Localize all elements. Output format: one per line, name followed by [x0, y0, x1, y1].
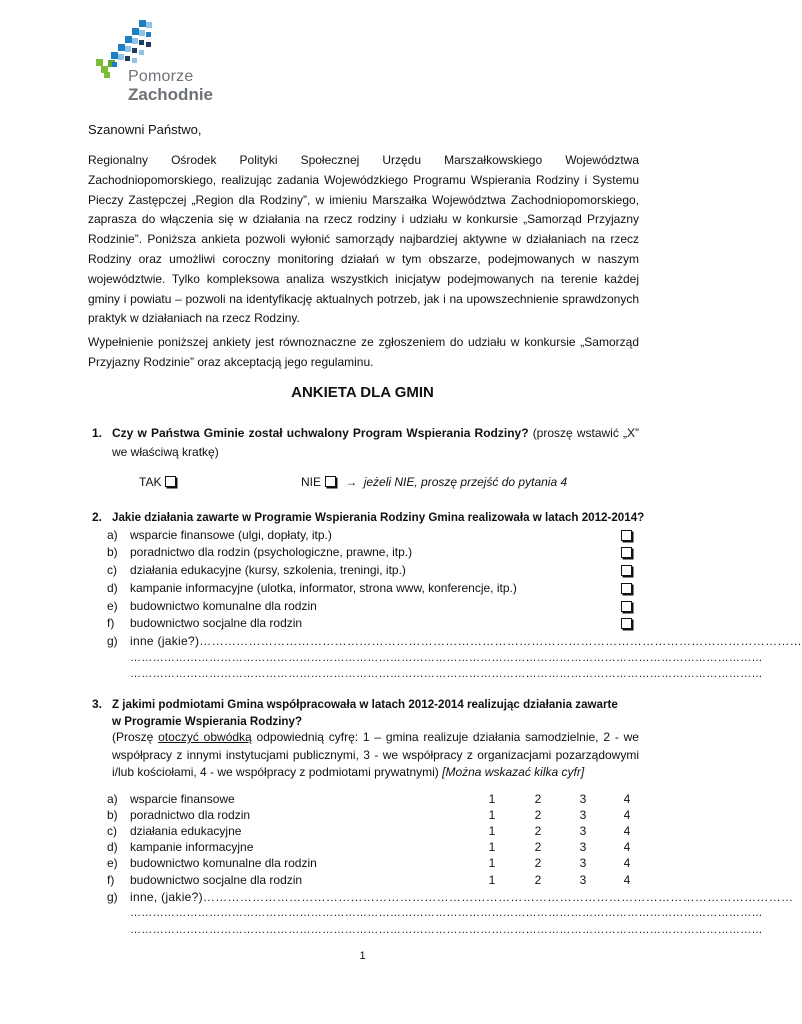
question-1-bold: Czy w Państwa Gminie został uchwalony Program Wspierania Rodziny?	[112, 426, 529, 440]
survey-title: ANKIETA DLA GMIN	[291, 384, 434, 401]
q3-scale-3[interactable]: 3	[579, 856, 587, 870]
q3-scale-3[interactable]: 3	[579, 792, 587, 806]
answer-yes-label: TAK	[139, 475, 162, 489]
q3-option-label: działania edukacyjne	[130, 824, 242, 838]
q2-option-label: działania edukacyjne (kursy, szkolenia, treningi, itp.)	[130, 563, 406, 577]
logo-text-zachodnie: Zachodnie	[128, 85, 214, 104]
question-1-text	[112, 424, 639, 462]
question-1-instruction: (proszę wstawić „X” we właściwą kratkę)	[112, 426, 639, 459]
question-3-instruction	[112, 729, 639, 782]
logo-text-pomorze: Pomorze	[128, 68, 194, 85]
q3-scale-3[interactable]: 3	[579, 840, 587, 854]
q2-option-label: budownictwo komunalne dla rodzin	[130, 599, 317, 613]
q3-instruction-underline: otoczyć obwódką	[158, 730, 252, 744]
q2-other-line-1[interactable]: ……………………………………………………………………………………………………………………………………………………	[130, 652, 763, 664]
pomorze-zachodnie-logo	[88, 14, 228, 106]
q2-option-letter: f)	[107, 616, 115, 630]
q2-option-label: wsparcie finansowe (ulgi, dopłaty, itp.)	[130, 528, 332, 542]
q3-scale-1[interactable]: 1	[488, 840, 496, 854]
answer-no-label: NIE	[301, 475, 322, 489]
q3-option-label: poradnictwo dla rodzin	[130, 808, 251, 822]
q3-scale-4[interactable]: 4	[623, 792, 631, 806]
q2-option-e[interactable]	[107, 597, 637, 615]
q2-option-a[interactable]	[107, 526, 637, 544]
q3-option-letter: a)	[107, 792, 118, 806]
q3-instruction-pre: (Proszę	[112, 730, 159, 744]
intro-paragraph: Regionalny Ośrodek Polityki Społecznej Urzędu Marszałkowskiego Województwa Zachodniopomorskiego, realizując zadania Wojewódzkiego Programu Wspierania Rodziny i Systemu Pieczy Zastępczej „Region dla Rodziny”, w imieniu Marszałka Województwa Zachodniopomorskiego, zaprasza do włączenia się w działania na rzecz rodziny i udziału w konkursie „Samorząd Przyjazny Rodzinie”. Poniższa ankieta pozwoli wyłonić samorządy najbardziej aktywne w działaniach na rzecz Rodziny oraz umożliwi coroczny monitoring działań w tym obszarze, podejmowanych w naszym województwie. Tylko kompleksowa analiza wszystkich inicjatyw podejmowanych na terenie każdej gminy i powiatu – pozwoli na identyfikację aktualnych potrzeb, jak i na upowszechnienie sprawdzonych praktyk w działaniach na rzecz Rodziny.	[88, 153, 639, 326]
q3-option-other[interactable]	[107, 888, 794, 906]
question-2-number: 2.	[92, 510, 103, 524]
q3-scale-1[interactable]: 1	[488, 824, 496, 838]
answer-no-note: jeżeli NIE, proszę przejść do pytania 4	[363, 475, 568, 489]
q3-instruction-italic: [Można wskazać kilka cyfr]	[438, 765, 585, 779]
question-3-text-line-2: w Programie Wspierania Rodziny?	[112, 715, 303, 728]
q2-option-label: budownictwo socjalne dla rodzin	[130, 616, 303, 630]
answer-no-checkbox[interactable]	[325, 476, 336, 487]
q3-option-e	[107, 854, 637, 872]
q3-option-letter: d)	[107, 840, 118, 854]
q2-option-checkbox[interactable]	[621, 618, 632, 629]
page-number: 1	[359, 950, 366, 962]
q3-scale-1[interactable]: 1	[488, 808, 496, 822]
question-2-text: Jakie działania zawarte w Programie Wspierania Rodziny Gmina realizowała w latach 2012-2014?	[112, 511, 645, 524]
q3-scale-3[interactable]: 3	[579, 824, 587, 838]
answer-no[interactable]	[301, 473, 567, 491]
q3-option-letter: f)	[107, 873, 115, 887]
q3-option-letter: c)	[107, 824, 117, 838]
answer-yes-checkbox[interactable]	[165, 476, 176, 487]
q3-scale-2[interactable]: 2	[534, 808, 542, 822]
q2-option-letter: a)	[107, 528, 118, 542]
q3-scale-2[interactable]: 2	[534, 840, 542, 854]
q3-scale-2[interactable]: 2	[534, 792, 542, 806]
q3-scale-4[interactable]: 4	[623, 856, 631, 870]
q3-other-line-1[interactable]: ……………………………………………………………………………………………………………………………………………………	[130, 907, 763, 919]
q3-scale-4[interactable]: 4	[623, 873, 631, 887]
q2-option-checkbox[interactable]	[621, 565, 632, 576]
q3-scale-1[interactable]: 1	[488, 856, 496, 870]
q3-option-label: budownictwo komunalne dla rodzin	[130, 856, 317, 870]
q2-option-letter: c)	[107, 563, 117, 577]
q3-scale-4[interactable]: 4	[623, 808, 631, 822]
answer-yes[interactable]	[139, 473, 176, 491]
q3-scale-1[interactable]: 1	[488, 792, 496, 806]
q2-option-f[interactable]	[107, 614, 637, 632]
question-1-number: 1.	[92, 426, 103, 440]
q2-other-input-line[interactable]: inne (jakie?)…………………………………………………………………………………………………………………………………	[130, 634, 802, 648]
q2-option-checkbox[interactable]	[621, 547, 632, 558]
q3-scale-2[interactable]: 2	[534, 856, 542, 870]
q2-option-checkbox[interactable]	[621, 583, 632, 594]
q3-option-letter: b)	[107, 808, 118, 822]
question-3-text-line-1: Z jakimi podmiotami Gmina współpracowała w latach 2012-2014 realizując działania zawarte	[112, 698, 618, 711]
q3-option-letter: e)	[107, 856, 118, 870]
q2-option-letter: b)	[107, 545, 118, 559]
consent-paragraph: Wypełnienie poniższej ankiety jest równoznaczne ze zgłoszeniem do udziału w konkursie „Samorząd Przyjazny Rodzinie” oraz akceptacją jego regulaminu.	[88, 335, 639, 369]
q3-scale-2[interactable]: 2	[534, 873, 542, 887]
q2-option-letter: e)	[107, 599, 118, 613]
q3-scale-3[interactable]: 3	[579, 873, 587, 887]
q2-option-c[interactable]	[107, 561, 637, 579]
question-3-number: 3.	[92, 697, 103, 711]
q2-option-other[interactable]	[107, 632, 802, 650]
q3-instruction-post: odpowiednią cyfrę: 1 – gmina realizuje działania samodzielnie, 2 - we współpracy z innymi instytucjami publicznymi, 3 - we współpracy z organizacjami pozarządowymi i/lub kościołami, 4 - we współpracy z podmiotami prywatnymi)	[112, 730, 639, 779]
q3-option-label: wsparcie finansowe	[130, 792, 235, 806]
q2-option-checkbox[interactable]	[621, 530, 632, 541]
q3-scale-4[interactable]: 4	[623, 840, 631, 854]
q2-option-label: kampanie informacyjne (ulotka, informator, strona www, konferencje, itp.)	[130, 581, 517, 595]
greeting: Szanowni Państwo,	[88, 122, 202, 137]
q2-option-b[interactable]	[107, 543, 637, 561]
q2-option-checkbox[interactable]	[621, 601, 632, 612]
q3-scale-2[interactable]: 2	[534, 824, 542, 838]
arrow-right-icon: →	[345, 475, 358, 489]
q2-option-letter: g)	[107, 634, 118, 648]
q2-option-letter: d)	[107, 581, 118, 595]
q3-scale-1[interactable]: 1	[488, 873, 496, 887]
q3-option-letter: g)	[107, 890, 118, 904]
q2-option-d[interactable]	[107, 579, 637, 597]
q3-option-label: kampanie informacyjne	[130, 840, 254, 854]
q2-option-label: poradnictwo dla rodzin (psychologiczne, prawne, itp.)	[130, 545, 413, 559]
q3-other-line-2[interactable]: ……………………………………………………………………………………………………………………………………………………	[130, 924, 763, 936]
q2-other-line-2[interactable]: ……………………………………………………………………………………………………………………………………………………	[130, 668, 763, 680]
q3-other-input-line[interactable]: inne, (jakie?)………………………………………………………………………………………………………………………………	[130, 890, 794, 904]
q3-scale-3[interactable]: 3	[579, 808, 587, 822]
q3-option-label: budownictwo socjalne dla rodzin	[130, 873, 303, 887]
q3-option-f	[107, 871, 637, 889]
q3-scale-4[interactable]: 4	[623, 824, 631, 838]
